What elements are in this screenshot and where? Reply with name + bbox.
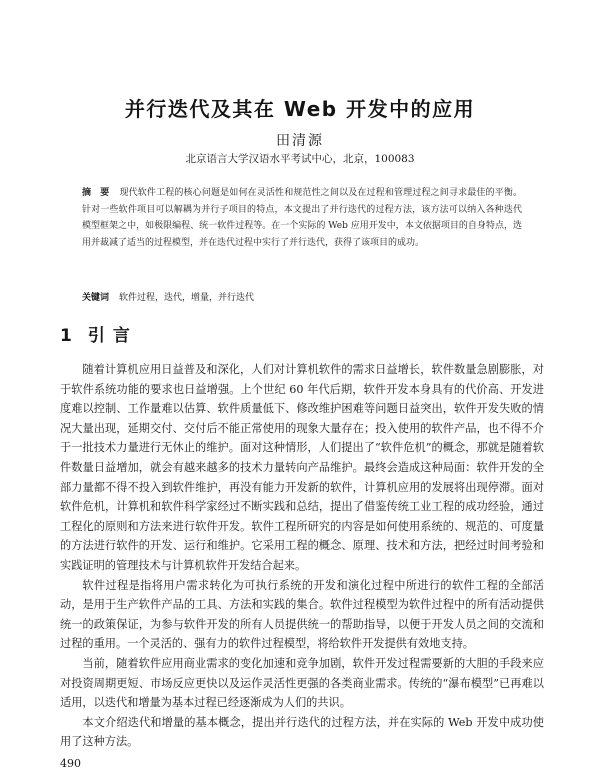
author-affiliation: 北京语言大学汉语水平考试中心，北京，100083 <box>185 153 415 165</box>
body-paragraph: 当前，随着软件应用商业需求的变化加速和竞争加剧，软件开发过程需要新的大胆的手段来应对投资周期更短、市场反应更快以及运作灵活性更强的各类商业需求。传统的“瀑布模型”已再难以适用，以迭代和增量为基本过程已经逐渐成为人们的共识。 <box>60 656 544 710</box>
keywords-text: 软件过程，迭代，增量，并行迭代 <box>119 293 255 303</box>
body-text <box>60 360 544 752</box>
author-name: 田清源 <box>276 133 324 149</box>
body-paragraph: 软件过程是指将用户需求转化为可执行系统的开发和演化过程中所进行的软件工程的全部活动，是用于生产软件产品的工具、方法和实践的集合。软件过程模型为软件过程中的所有活动提供统一的政策保证，为参与软件开发的所有人员提供统一的帮助指导，以便于开发人员之间的交流和过程的重用。一个灵活的、强有力的软件过程模型，将给软件开发提供有效地支持。 <box>60 578 544 651</box>
abstract-text: 现代软件工程的核心问题是如何在灵活性和规范性之间以及在过程和管理过程之间寻求最佳的平衡。针对一些软件项目可以解耦为并行子项目的特点，本文提出了并行迭代的过程方法，该方法可以纳入各种迭代模型框架之中，如极限编程、统一软件过程等。在一个实际的 Web 应用开发中，本文依据项目的自身特点，选用并裁减了适当的过程模型，并在迭代过程中实行了并行迭代，获得了该项目的成功。 <box>82 188 522 248</box>
section-number: 1 <box>60 326 72 346</box>
section-heading-introduction <box>60 321 138 346</box>
abstract-label: 摘 要 <box>82 188 110 198</box>
paper-title: 并行迭代及其在 Web 开发中的应用 <box>124 97 476 121</box>
body-paragraph: 本文介绍迭代和增量的基本概念，提出并行迭代的过程方法，并在实际的 Web 开发中成功使用了这种方法。 <box>60 715 544 749</box>
body-paragraph: 随着计算机应用日益普及和深化，人们对计算机软件的需求日益增长，软件数量急剧膨胀，对于软件系统功能的要求也日益增强。上个世纪 60 年代后期，软件开发本身具有的代价高、开发进度难以控制、工作量难以估算、软件质量低下、修改维护困难等问题日益突出，软件开发失败的情况大量出现，延期交付、交付后不能正常使用的现象大量存在；投入使用的软件产品，也不得不介于一批技术力量进行无休止的维护。面对这种情形，人们提出了“软件危机”的概念，那就是随着软件数量日益增加，就会有越来越多的技术力量转向产品维护。最终会造成这种局面：软件开发的全部力量都不得不投入到软件维护，再没有能力开发新的软件，计算机应用的发展将出现停滞。面对软件危机，计算机和软件科学家经过不断实践和总结，提出了借鉴传统工业工程的成功经验，通过工程化的原则和方法来进行软件开发。软件工程所研究的内容是如何使用系统的、规范的、可度量的方法进行软件的开发、运行和维护。它采用工程的概念、原理、技术和方法，把经过时间考验和实践证明的管理技术与计算机软件开发结合起来。 <box>60 363 544 572</box>
page-number: 490 <box>60 757 81 770</box>
abstract <box>82 185 522 251</box>
section-title: 引言 <box>87 326 138 346</box>
keywords-label: 关键词 <box>82 293 110 303</box>
keywords <box>82 290 522 303</box>
